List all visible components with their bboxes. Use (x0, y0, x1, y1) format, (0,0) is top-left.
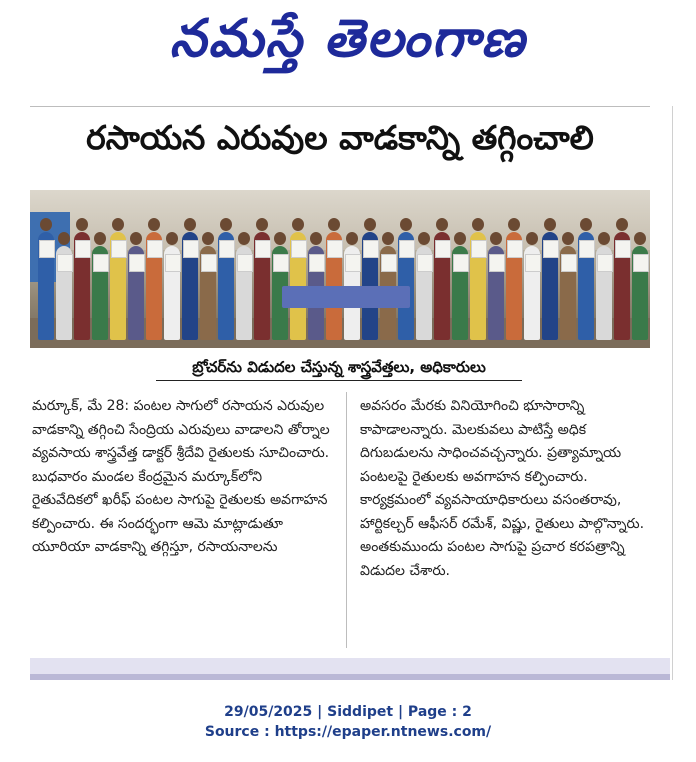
next-article-strip (30, 658, 670, 680)
footer-date-edition: 29/05/2025 | Siddipet | Page : 2 (224, 704, 472, 720)
footer (0, 702, 696, 742)
newspaper-logo: నమస్తే తెలంగాణ (169, 8, 527, 69)
photo-caption: బ్రోచర్‌ను విడుదల చేస్తున్న శాస్త్రవేత్తలు, అధికారులు (156, 354, 522, 381)
masthead (0, 0, 696, 96)
article-headline: రసాయన ఎరువుల వాడకాన్ని తగ్గించాలి (86, 118, 594, 157)
article-column-2: అవసరం మేరకు వినియోగించి భూసారాన్ని కాపాడాలన్నారు. మెలకువలు పాటిస్తే అధిక దిగుబడులను సాధించవచ్చన్నారు. ప్రత్యామ్నాయ పంటలపై రైతులకు అవగాహన కల్పించారు. కార్యక్రమంలో వ్యవసాయాధికారులు వసంతరావు, హార్టికల్చర్‌ ఆఫీసర్‌ రమేశ్‌, విష్ణు, రైతులు పాల్గొన్నారు. అంతకుముందు పంటల సాగుపై ప్రచార కరపత్రాన్ని విడుదల చేశారు. (360, 398, 645, 579)
article-column-1: మర్కూక్‌, మే 28: పంటల సాగులో రసాయన ఎరువుల వాడకాన్ని తగ్గించి సేంద్రియ ఎరువులు వాడాలని తోర్నాల వ్యవసాయ శాస్త్రవేత్త డాక్టర్‌ శ్రీదేవి రైతులకు సూచించారు. బుధవారం మండల కేంద్రమైన మర్కూక్‌లోని రైతువేదికలో ఖరీఫ్‌ పంటల సాగుపై రైతులకు అవగాహన కల్పించారు. ఈ సందర్భంగా ఆమె మాట్లాడుతూ యూరియా వాడకాన్ని తగ్గిస్తూ, రసాయనాలను (32, 398, 330, 555)
article-photo (30, 190, 650, 348)
footer-source: Source : https://epaper.ntnews.com/ (204, 724, 492, 740)
column-divider (346, 392, 347, 648)
top-rule (30, 106, 650, 107)
photo-table (282, 286, 410, 308)
right-rule (672, 106, 673, 680)
